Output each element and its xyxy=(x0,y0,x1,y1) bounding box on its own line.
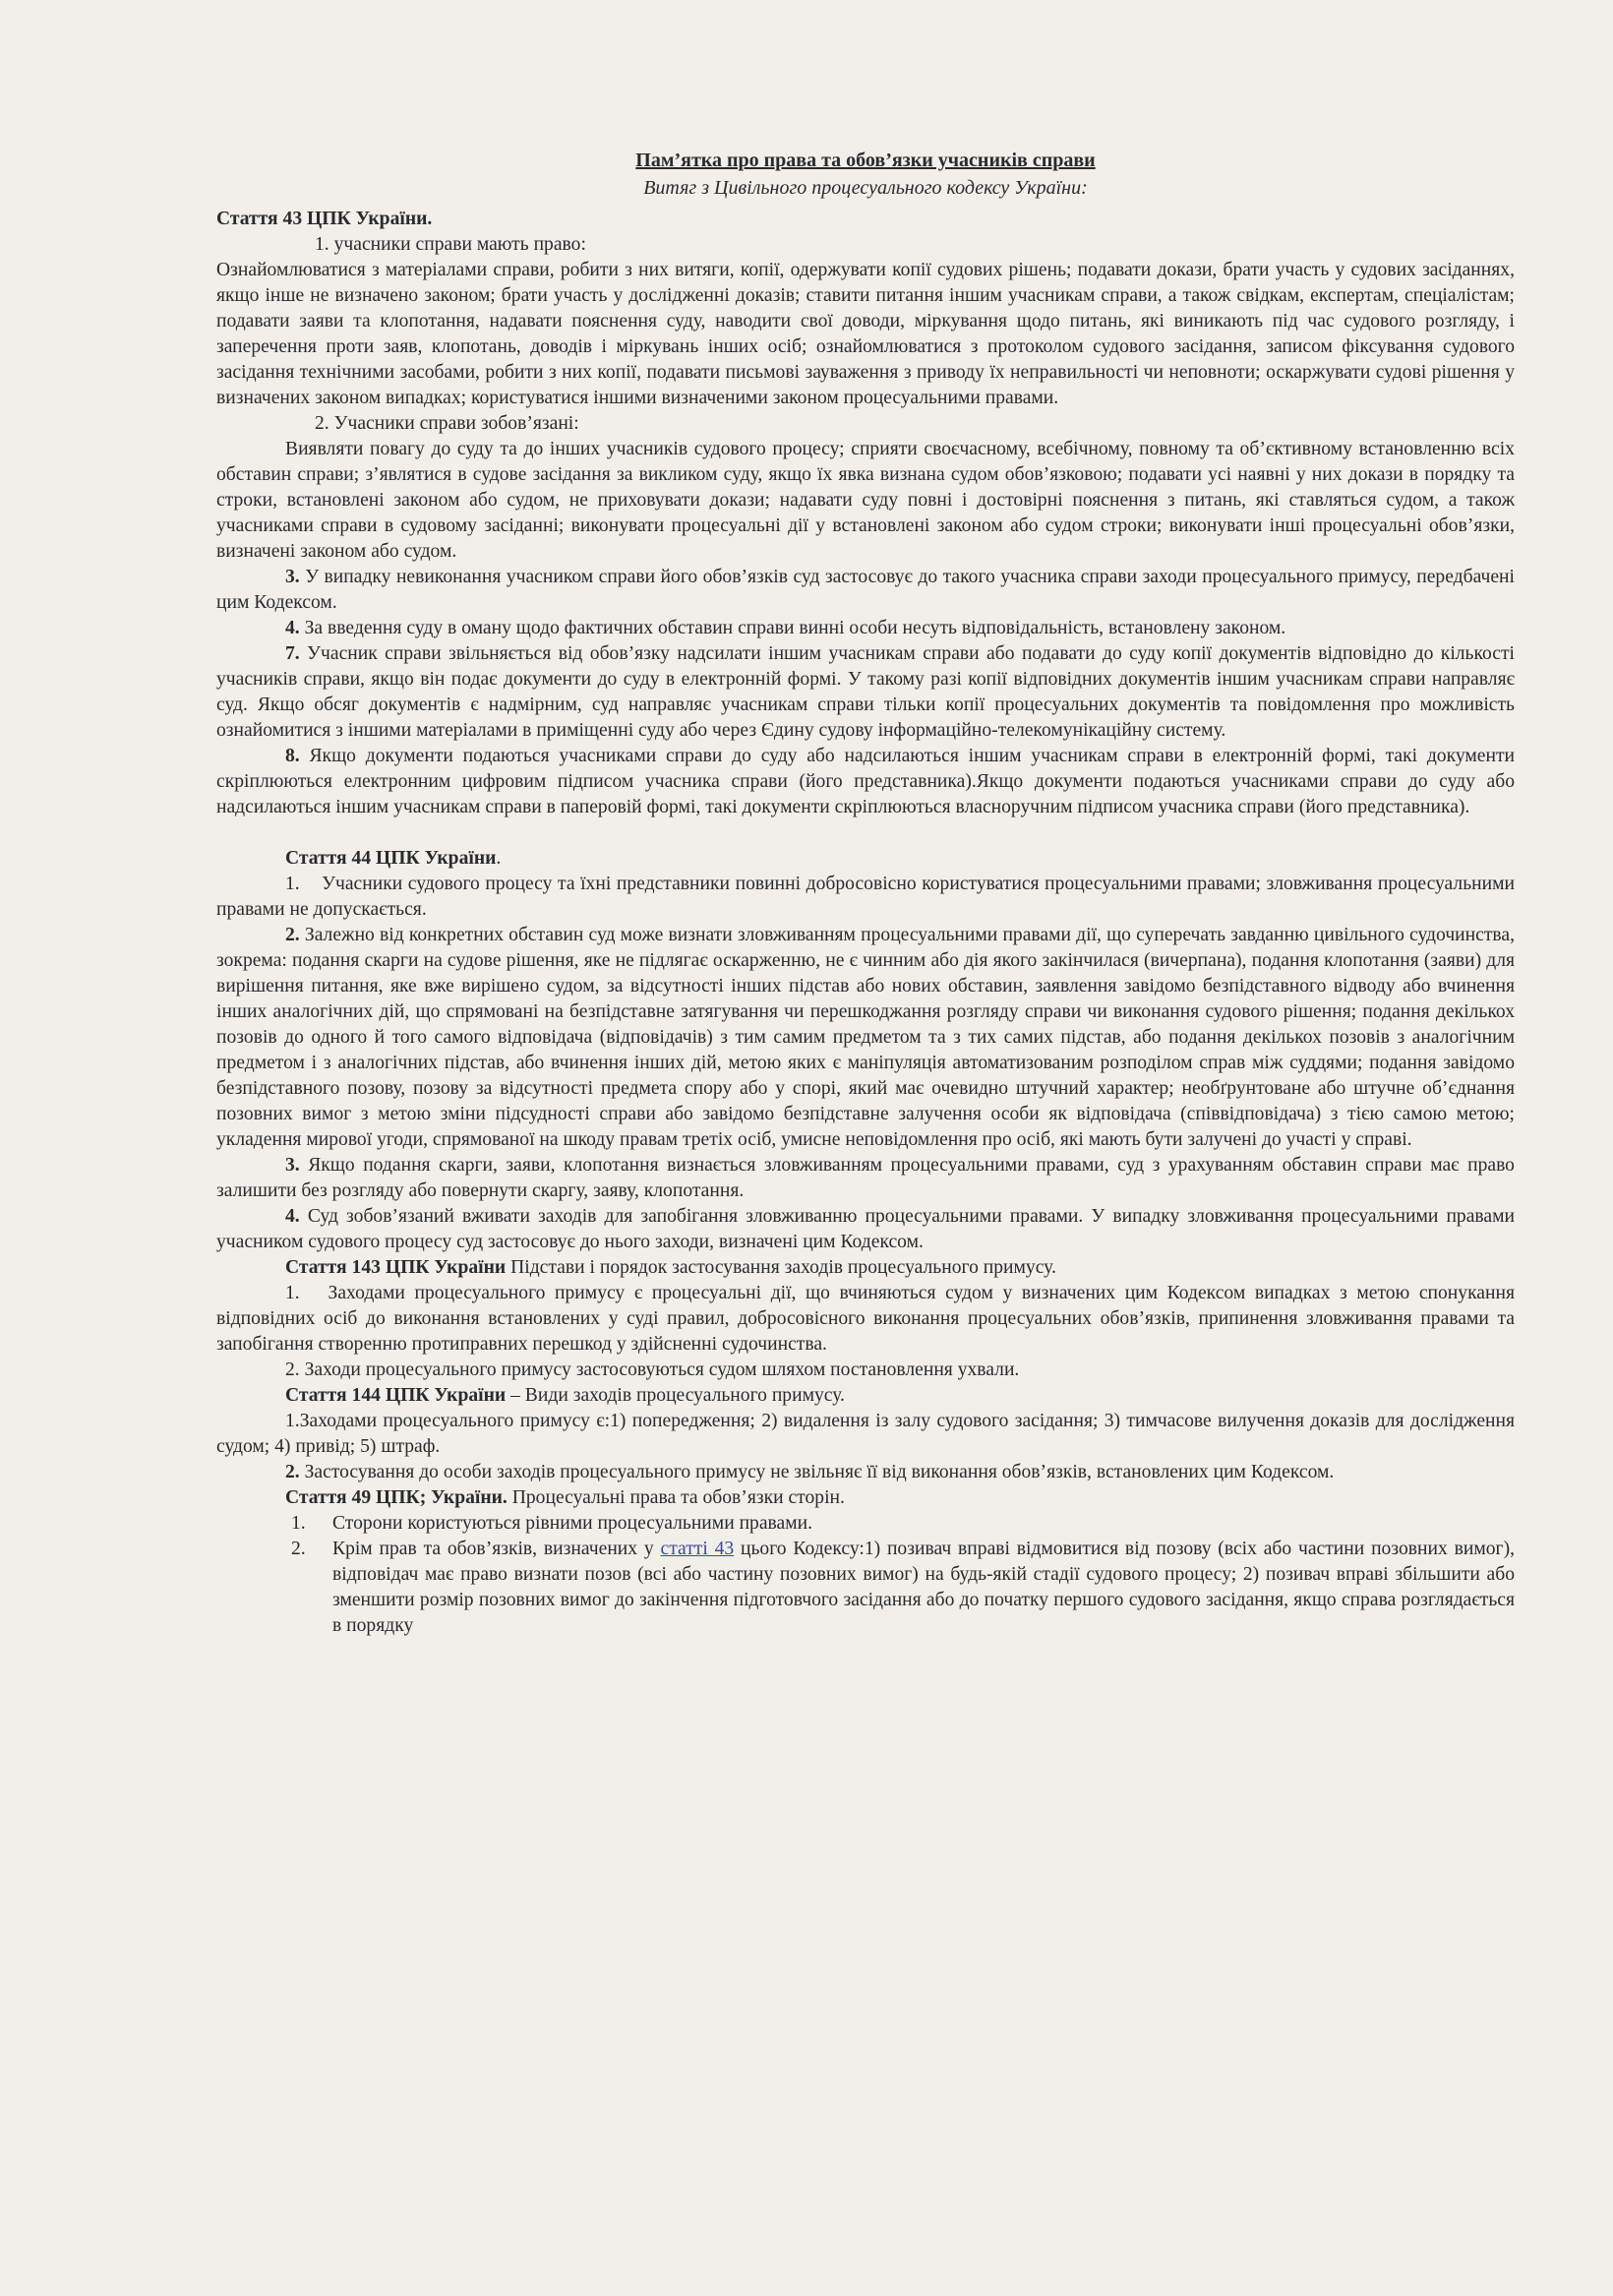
document-title: Пам’ятка про права та обов’язки учасників справи xyxy=(635,150,1096,171)
paragraph-number: 2. xyxy=(285,925,300,945)
list-item-text xyxy=(332,1537,1515,1639)
article-49-heading-text: Стаття 49 ЦПК; України. xyxy=(285,1487,508,1508)
paragraph-text: Залежно від конкретних обставин суд може визнати зловживанням процесуальними правами дії, що суперечать завданню цивільного судочинства, зокрема: подання скарги на судове рішення, яке не підлягає оскарженню, не є чинним або дія якого закінчилася (вичерпана), подання клопотання (заяви) для вирішення питання, яке вже вирішено судом, за відсутності інших підстав або нових обставин, заявлення завідомо безпідставного відводу або вчинення інших аналогічних дій, що спрямовані на безпідставне затягування чи перешкоджання розгляду справи чи виконання судового рішення; подання декількох позовів до одного й того самого відповідача (відповідачів) з тим самим предметом та з тих самих підстав, або подання декількох позовів з аналогічним предметом і з аналогічних підстав, або вчинення інших дій, метою яких є маніпуляція автоматизованим розподілом справ між суддями; подання завідомо безпідставного позову, позову за відсутності предмета спору або у спорі, який має очевидно штучний характер; необґрунтоване або штучне об’єднання позовних вимог з метою зміни підсудності справи або завідомо безпідставне залучення особи як відповідача (співвідповідача) з тією самою метою; укладення мирової угоди, спрямованої на шкоду правам третіх осіб, умисне неповідомлення про осіб, які мають бути залучені до участі у справі. xyxy=(216,925,1515,1150)
paragraph-number: 7. xyxy=(285,643,300,664)
paragraph-text: Учасник справи звільняється від обов’язку надсилати іншим учасникам справи або подавати до суду копії документів відповідно до кількості учасників справи, якщо він подає документи до суду в електронній формі. У такому разі копії відповідних документів іншим учасникам справи направляє суд. Якщо обсяг документів є надмірним, суд направляє учасникам справи тільки копії процесуальних документів та повідомлення про можливість ознайомитися з іншими матеріалами в приміщенні суду або через Єдину судову інформаційно-телекомунікаційну систему. xyxy=(216,643,1515,741)
article-44-heading-dot: . xyxy=(496,848,502,869)
article-49-heading-rest: Процесуальні права та обов’язки сторін. xyxy=(507,1487,845,1508)
paragraph-number: 2. xyxy=(285,1462,300,1482)
article-143-heading-rest: Підстави і порядок застосування заходів процесуального примусу. xyxy=(506,1257,1056,1278)
article-143-heading-text: Стаття 143 ЦПК України xyxy=(285,1257,507,1278)
article-144 xyxy=(216,1383,1515,1485)
paragraph-text: У випадку невиконання учасником справи його обов’язків суд застосовує до такого учасника справи заходи процесуального примусу, передбачені цим Кодексом. xyxy=(216,567,1515,613)
article-144-heading xyxy=(216,1383,1515,1409)
article-144-heading-rest: – Види заходів процесуального примусу. xyxy=(506,1385,845,1406)
article-44-p4 xyxy=(216,1204,1515,1255)
article-43-p3 xyxy=(216,565,1515,616)
article-44-p1 xyxy=(216,872,1515,923)
paragraph-number: 2. xyxy=(285,1359,300,1380)
paragraph-number: 4. xyxy=(285,1206,300,1227)
article-44-p2 xyxy=(216,923,1515,1153)
article-49-heading xyxy=(216,1485,1515,1511)
paragraph-text: Суд зобов’язаний вживати заходів для запобігання зловживанню процесуальними правами. У випадку зловживання процесуальними правами учасником судового процесу суд застосовує до нього заходи, визначені цим Кодексом. xyxy=(216,1206,1515,1252)
article-43-heading: Стаття 43 ЦПК України. xyxy=(216,209,433,229)
article-43-p1-label: 1. учасники справи мають право: xyxy=(315,234,586,255)
paragraph-number: 3. xyxy=(285,1155,300,1176)
article-44-heading-text: Стаття 44 ЦПК України xyxy=(285,848,497,869)
list-item-number: 1. xyxy=(291,1513,306,1534)
article-43-p2-label: 2. Учасники справи зобов’язані: xyxy=(315,413,579,434)
article-44-p3 xyxy=(216,1153,1515,1204)
section-spacer xyxy=(216,820,1515,846)
paragraph-text: Якщо подання скарги, заяви, клопотання визнається зловживанням процесуальними правами, суд з урахуванням обставин справи має право залишити без розгляду або повернути скаргу, заяву, клопотання. xyxy=(216,1155,1515,1201)
document-subtitle: Витяг з Цивільного процесуального кодексу України: xyxy=(643,177,1088,199)
article-43-p7 xyxy=(216,641,1515,744)
article-44 xyxy=(216,846,1515,1255)
paragraph-text: Заходи процесуального примусу застосовуються судом шляхом постановлення ухвали. xyxy=(304,1359,1020,1380)
paragraph-text: Заходами процесуального примусу є:1) попередження; 2) видалення із залу судового засідання; 3) тимчасове вилучення доказів для дослідження судом; 4) привід; 5) штраф. xyxy=(216,1411,1515,1457)
article-49-item-2 xyxy=(216,1537,1515,1639)
paragraph-text: Учасники судового процесу та їхні представники повинні добросовісно користуватися процесуальними правами; зловживання процесуальними правами не допускається. xyxy=(216,874,1515,920)
paragraph-text: Заходами процесуального примусу є процесуальні дії, що вчиняються судом у визначених цим Кодексом випадках з метою спонукання відповідних осіб до виконання встановлених у суді правил, добросовісного виконання процесуальних обов’язків, припинення зловживання правами та запобігання створенню протиправних перешкод у здійсненні судочинства. xyxy=(216,1283,1515,1355)
article-43-p4 xyxy=(216,616,1515,641)
article-49-item-1 xyxy=(216,1511,1515,1537)
article-143-p1 xyxy=(216,1281,1515,1358)
paragraph-number: 4. xyxy=(285,618,300,638)
article-49 xyxy=(216,1485,1515,1639)
article-43-p8 xyxy=(216,744,1515,820)
article-143-p2 xyxy=(216,1358,1515,1383)
paragraph-number: 1. xyxy=(285,1411,300,1431)
list-item-text: Сторони користуються рівними процесуальними правами. xyxy=(332,1513,813,1534)
article-43 xyxy=(216,207,1515,820)
list-item-number: 2. xyxy=(291,1539,306,1559)
paragraph-number: 1. xyxy=(285,874,300,894)
article-44-heading xyxy=(216,846,1515,872)
list-item-text-before: Крім прав та обов’язків, визначених у xyxy=(332,1539,661,1559)
article-144-p2 xyxy=(216,1460,1515,1485)
article-43-link[interactable]: статті 43 xyxy=(660,1539,735,1559)
paragraph-number: 3. xyxy=(285,567,300,587)
paragraph-number: 8. xyxy=(285,746,300,766)
list-item-text-after: цього Кодексу:1) позивач вправі відмовитися від позову (всіх або частини позовних вимог), відповідач має право визнати позов (всі або частину позовних вимог) на будь-якій стадії судового процесу; 2) позивач вправі збільшити або зменшити розмір позовних вимог до закінчення підготовчого засідання або до початку першого судового засідання, якщо справа розглядається в порядку xyxy=(332,1539,1516,1636)
article-144-p1 xyxy=(216,1409,1515,1460)
article-43-p1-text: Ознайомлюватися з матеріалами справи, робити з них витяги, копії, одержувати копії судових рішень; подавати докази, брати участь у судових засіданнях, якщо інше не визначено законом; брати участь у дослідженні доказів; ставити питання іншим учасникам справи, а також свідкам, експертам, спеціалістам; подавати заяви та клопотання, надавати пояснення суду, наводити свої доводи, міркування щодо питань, які виникають під час судового розгляду, і заперечення проти заяв, клопотань, доводів і міркувань інших осіб; ознайомлюватися з протоколом судового засідання, записом фіксування судового засідання технічними засобами, робити з них копії, подавати письмові зауваження з приводу їх неправильності чи неповноти; оскаржувати судові рішення у визначених законом випадках; користуватися іншими визначеними законом процесуальними правами. xyxy=(216,260,1515,408)
article-143 xyxy=(216,1255,1515,1383)
article-143-heading xyxy=(216,1255,1515,1281)
article-144-heading-text: Стаття 144 ЦПК України xyxy=(285,1385,507,1406)
paragraph-text: Застосування до особи заходів процесуального примусу не звільняє її від виконання обов’язків, встановлених цим Кодексом. xyxy=(304,1462,1335,1482)
article-43-p2-text: Виявляти повагу до суду та до інших учасників судового процесу; сприяти своєчасному, всебічному, повному та об’єктивному встановленню всіх обставин справи; з’являтися в судове засідання за викликом суду, якщо їх явка визнана судом обов’язковою; подавати усі наявні у них докази в порядку та строки, встановлені законом або судом, не приховувати докази; надавати суду повні і достовірні пояснення з питань, які ставляться судом, а також учасниками справи в судовому засіданні; виконувати процесуальні дії у встановлені законом або судом строки; виконувати інші процесуальні обов’язки, визначені законом або судом. xyxy=(216,439,1515,562)
paragraph-number: 1. xyxy=(285,1283,300,1303)
paragraph-text: Якщо документи подаються учасниками справи до суду або надсилаються іншим учасникам справи в електронній формі, такі документи скріплюються електронним цифровим підписом учасника справи (його представника).Якщо документи подаються учасниками справи до суду або надсилаються іншим учасникам справи в паперовій формі, такі документи скріплюються власноручним підписом учасника справи (його представника). xyxy=(216,746,1516,817)
paragraph-text: За введення суду в оману щодо фактичних обставин справи винні особи несуть відповідальність, встановлену законом. xyxy=(304,618,1286,638)
